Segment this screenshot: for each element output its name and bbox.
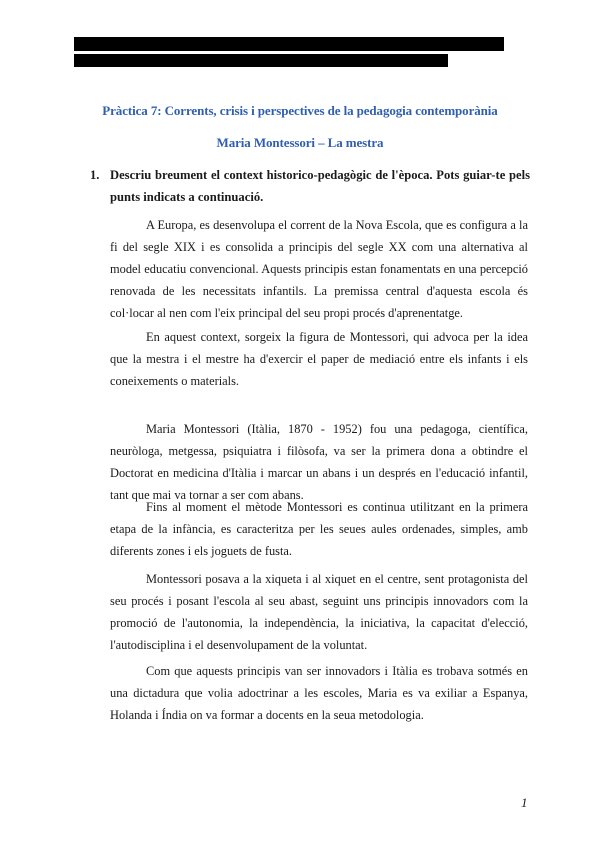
practice-title: Pràctica 7: Corrents, crisis i perspectives de la pedagogia contemporània (102, 103, 498, 118)
question-number: 1. (90, 168, 100, 182)
paragraph-biography: Maria Montessori (Itàlia, 1870 - 1952) fou una pedagoga, científica, neuròloga, metgessa, psiquiatra i filòsofa, va ser la primera dona a obtindre el Doctorat en medicina d'Itàlia i marcar un abans i un després en l'educació infantil, tant que mai va tornar a ser com abans. (110, 422, 528, 502)
page-number: 1 (521, 795, 528, 810)
redacted-header-line-2 (74, 54, 448, 67)
paragraph-principles: Montessori posava a la xiqueta i al xiquet en el centre, sent protagonista del seu procés i posant l'escola al seu abast, seguint uns principis innovadors com la promoció de l'autonomia, la independència, la iniciativa, la capacitat d'elecció, l'autodisciplina i el desenvolupament de la voluntat. (110, 572, 528, 652)
question-text: Descriu breument el context historico-pedagògic de l'època. Pots guiar-te pels punts indicats a continuació. (110, 168, 530, 204)
paragraph-nova-escola: A Europa, es desenvolupa el corrent de la Nova Escola, que es configura a la fi del segle XIX i es consolida a principis del segle XX com una alternativa al model educatiu convencional. Aquests principis estan fonamentats en una percepció renovada de les necessitats infantils. La premissa central d'aquesta escola és col·locar al nen com l'eix principal del seu propi procés d'aprenentatge. (110, 218, 528, 320)
paragraph-exile: Com que aquests principis van ser innovadors i Itàlia es trobava sotmés en una dictadura que volia adoctrinar a les escoles, Maria es va exiliar a Espanya, Holanda i Índia on va formar a docents en la seua metodologia. (110, 664, 528, 722)
question-1 (90, 164, 530, 208)
paragraph-context: En aquest context, sorgeix la figura de Montessori, qui advoca per la idea que la mestra i el mestre ha d'exercir el paper de mediació entre els infants i els coneixements o materials. (110, 330, 528, 388)
paragraph-method: Fins al moment el mètode Montessori es continua utilitzant en la primera etapa de la infància, es caracteritza per les seues aules ordenades, simples, amb diferents zones i els joguets de fusta. (110, 500, 528, 558)
redacted-header-line-1 (74, 37, 504, 51)
practice-subtitle: Maria Montessori – La mestra (216, 135, 384, 150)
